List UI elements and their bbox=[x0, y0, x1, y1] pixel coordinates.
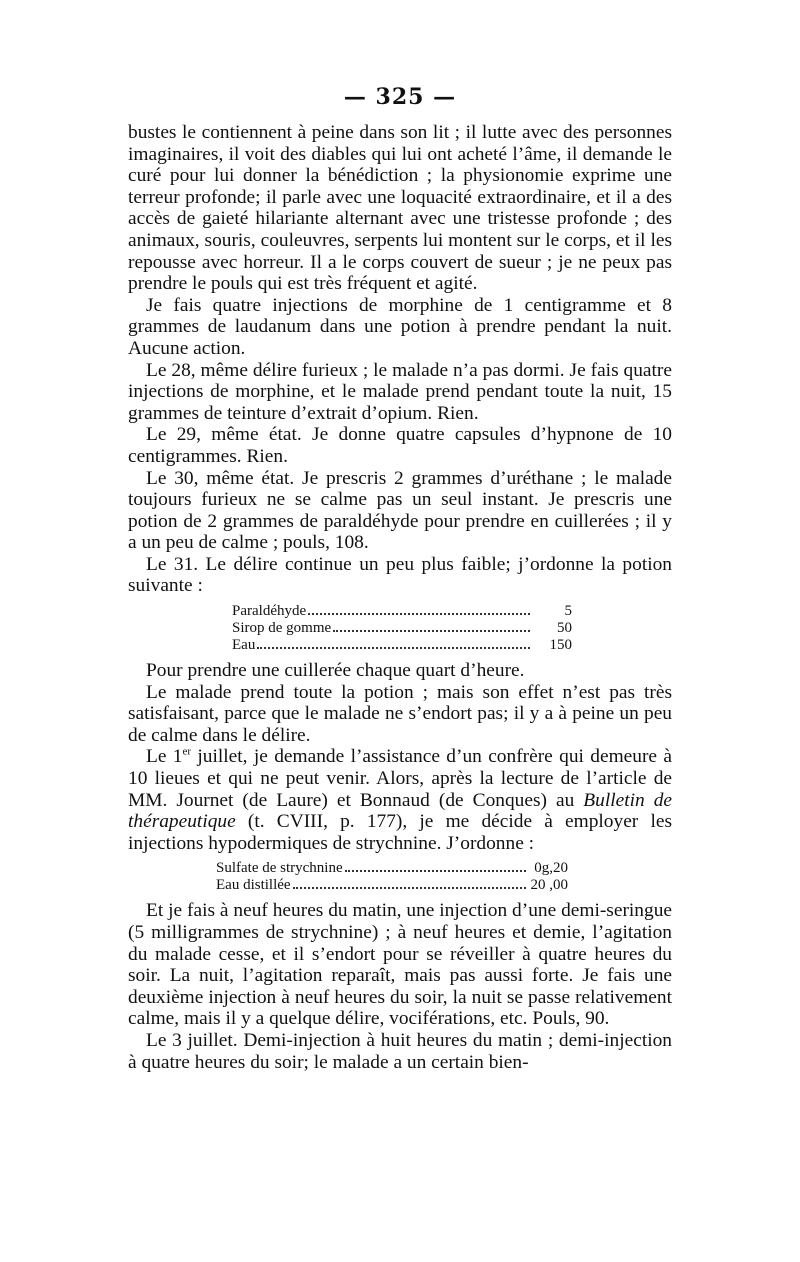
paragraph-1: bustes le contiennent à peine dans son lit ; il lutte avec des personnes imaginaires, il voit des diables qui lui ont acheté l’âme, il demande le curé pour lui donner la bénédiction ; la physionomie exprime une terreur profonde; il parle avec une loquacité extraordinaire, et il a des accès de gaieté hilariante alternant avec une tristesse profonde ; des animaux, souris, couleuvres, serpents lui montent sur le corps, et il les repousse avec horreur. Il a le corps couvert de sueur ; je ne peux pas prendre le pouls qui est très fréquent et agité. bbox=[128, 122, 672, 295]
formula-row bbox=[232, 603, 572, 620]
leader-dots bbox=[345, 869, 526, 872]
ingredient-quantity: 20 ,00 bbox=[530, 877, 568, 894]
ordinal-superscript: er bbox=[182, 745, 192, 758]
ingredient-name: Sirop de gomme bbox=[232, 620, 332, 637]
paragraph-10: Et je fais à neuf heures du matin, une injection d’une demi-seringue (5 milligrammes de strychnine) ; à neuf heures et demie, l’agitation du malade cesse, et il s’endort pour se réveiller à quatre heures du soir. La nuit, l’agitation reparaît, mais pas aussi forte. Je fais une deuxième injection à neuf heures du soir, la nuit se passe relativement calme, mais il y a quelque délire, vociférations, etc. Pouls, 90. bbox=[128, 900, 672, 1030]
leader-dots bbox=[333, 629, 530, 632]
ingredient-quantity: 50 bbox=[557, 620, 572, 637]
leader-dots bbox=[257, 646, 530, 649]
ingredient-name: Eau distillée bbox=[216, 877, 291, 894]
paragraph-9 bbox=[128, 746, 672, 854]
leader-dots bbox=[293, 886, 526, 889]
formula-row bbox=[232, 637, 572, 654]
body-text bbox=[128, 122, 672, 1073]
ingredient-quantity: 5 bbox=[564, 603, 572, 620]
ingredient-quantity: 150 bbox=[549, 637, 572, 654]
paragraph-4: Le 29, même état. Je donne quatre capsules d’hypnone de 10 centigrammes. Rien. bbox=[128, 424, 672, 467]
ingredient-quantity: 0g,20 bbox=[534, 860, 568, 877]
journal-title: Bulletin de thérapeutique bbox=[128, 789, 672, 833]
formula-row bbox=[232, 620, 572, 637]
ingredient-name: Sulfate de strychnine bbox=[216, 860, 343, 877]
paragraph-2: Je fais quatre injections de morphine de 1 centigramme et 8 grammes de laudanum dans une potion à prendre pendant la nuit. Aucune action. bbox=[128, 294, 672, 359]
prescription-potion bbox=[232, 603, 572, 654]
paragraph-3: Le 28, même délire furieux ; le malade n’a pas dormi. Je fais quatre injections de morphine, et le malade prend pendant toute la nuit, 15 grammes de teinture d’extrait d’opium. Rien. bbox=[128, 359, 672, 424]
paragraph-7: Pour prendre une cuillerée chaque quart d’heure. bbox=[146, 660, 525, 682]
paragraph-6: Le 31. Le délire continue un peu plus faible; j’ordonne la potion suivante : bbox=[128, 553, 672, 597]
paragraph-5: Le 30, même état. Je prescris 2 grammes d’uréthane ; le malade toujours furieux ne se calme pas un seul instant. Je prescris une potion de 2 grammes de paraldéhyde pour prendre en cuillerées ; il y a un peu de calme ; pouls, 108. bbox=[128, 467, 672, 554]
page-number: — 325 — bbox=[343, 84, 457, 110]
leader-dots bbox=[308, 612, 530, 615]
paragraph-9-mid: juillet, je demande l’assistance d’un confrère qui demeure à 10 lieues et qui ne peut venir. Alors, après la lecture de l’article de MM. Journet (de Laure) et Bonnaud (de Conques) au bbox=[128, 746, 672, 811]
formula-row bbox=[216, 860, 568, 877]
paragraph-8: Le malade prend toute la potion ; mais son effet n’est pas très satisfaisant, parce que le malade ne s’endort pas; il y a à peine un peu de calme dans le délire. bbox=[128, 681, 672, 746]
paragraph-9-start: Le 1 bbox=[146, 746, 183, 768]
prescription-strychnine bbox=[216, 860, 568, 894]
paragraph-9-end: (t. CVIII, p. 177), je me décide à employer les injections hypodermiques de strychnine. J’ordonne : bbox=[128, 811, 672, 854]
ingredient-name: Eau bbox=[232, 637, 256, 654]
paragraph-11: Le 3 juillet. Demi-injection à huit heures du matin ; demi-injection à quatre heures du soir; le malade a un certain bien- bbox=[128, 1029, 672, 1073]
ingredient-name: Paraldéhyde bbox=[232, 603, 307, 620]
formula-row bbox=[216, 877, 568, 894]
